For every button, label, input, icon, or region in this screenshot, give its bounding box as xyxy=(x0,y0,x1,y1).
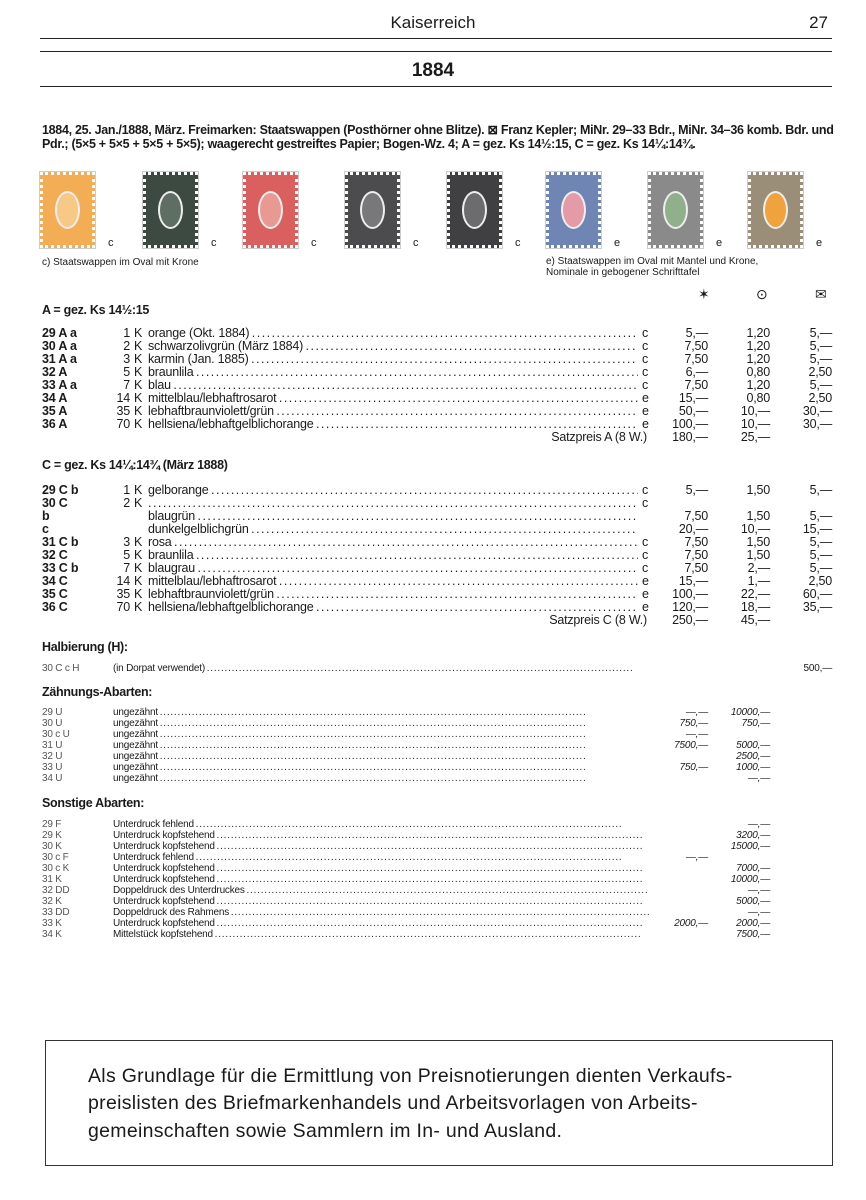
variety-description: ungezähnt . . . xyxy=(113,718,649,729)
variety-description: ungezähnt . . . xyxy=(113,762,649,773)
face-value: 70 xyxy=(116,600,130,614)
catalog-number: 29 A a xyxy=(42,326,77,340)
price-mint: 7,50 xyxy=(684,352,708,366)
face-value: 7 xyxy=(123,561,130,575)
price-cover: 500,— xyxy=(803,663,832,674)
catalog-number: b xyxy=(42,509,50,523)
variety-description: ungezähnt . . . xyxy=(113,773,649,784)
currency: K xyxy=(134,587,143,601)
coat-of-arms-oval xyxy=(258,191,283,229)
price-mint: 120,— xyxy=(672,600,708,614)
price-used: —,— xyxy=(747,773,770,784)
catalog-number: c xyxy=(42,522,49,536)
catalog-number: 33 A a xyxy=(42,378,77,392)
stamp-type-label: e xyxy=(614,237,621,249)
set-price-mint: 250,— xyxy=(672,613,708,627)
face-value: 5 xyxy=(123,548,130,562)
catalog-number: 33 K xyxy=(42,918,62,929)
color-description: karmin (Jan. 1885) . . . xyxy=(148,353,638,366)
variety-row xyxy=(42,841,832,852)
price-used: 750,— xyxy=(741,718,770,729)
color-description: hellsiena/lebhaftgelblichorange . . . xyxy=(148,601,638,614)
variety-row xyxy=(42,863,832,874)
stamp-type: c xyxy=(642,339,649,353)
price-mint: —,— xyxy=(685,852,708,863)
stamp-type-label: e xyxy=(716,237,723,249)
price-used: 10,— xyxy=(740,404,770,418)
catalog-number: 29 K xyxy=(42,830,62,841)
variety-row xyxy=(42,852,832,863)
price-used: —,— xyxy=(747,907,770,918)
stamp-image xyxy=(447,172,502,248)
currency: K xyxy=(134,352,143,366)
price-mint: —,— xyxy=(685,707,708,718)
price-cover: 5,— xyxy=(809,561,832,575)
table-row xyxy=(42,379,832,392)
price-cover: 2,50 xyxy=(808,574,832,588)
table-row xyxy=(42,510,832,523)
catalog-number: 33 C b xyxy=(42,561,79,575)
price-used: 1,20 xyxy=(746,326,770,340)
stamp-image xyxy=(40,172,95,248)
catalog-number: 35 A xyxy=(42,404,68,418)
coat-of-arms-oval xyxy=(763,191,788,229)
notice-box xyxy=(45,1040,833,1166)
caption-e: e) Staatswappen im Oval mit Mantel und Krone, Nominale in gebogener Schrifttafel xyxy=(546,256,759,278)
stamp-type: e xyxy=(642,391,649,405)
divider xyxy=(40,38,832,39)
section-heading: Sonstige Abarten: xyxy=(42,796,145,810)
stamp-type: c xyxy=(642,365,649,379)
set-price-row xyxy=(42,614,832,627)
price-used: 1,20 xyxy=(746,352,770,366)
set-price-label: Satzpreis A (8 W.) xyxy=(551,430,647,444)
stamp-type: c xyxy=(642,326,649,340)
currency: K xyxy=(134,339,143,353)
price-used: 2,— xyxy=(747,561,770,575)
price-cover: 5,— xyxy=(809,535,832,549)
table-row xyxy=(42,549,832,562)
price-mint: 7500,— xyxy=(674,740,708,751)
stamp-type-label: c xyxy=(211,237,217,249)
used-column-icon: ⊙ xyxy=(756,286,768,302)
set-price-mint: 180,— xyxy=(672,430,708,444)
variety-description: Unterdruck fehlend . . . xyxy=(113,819,649,830)
currency: K xyxy=(134,561,143,575)
color-description: dunkelgelblichgrün . . . xyxy=(148,523,638,536)
color-description xyxy=(148,497,638,510)
price-used: 1,20 xyxy=(746,339,770,353)
variety-description: Mittelstück kopfstehend . . . xyxy=(113,929,649,940)
stamp-type-label: c xyxy=(108,237,114,249)
price-used: 10,— xyxy=(740,522,770,536)
price-used: 10000,— xyxy=(730,707,770,718)
face-value: 2 xyxy=(123,339,130,353)
section-heading: Halbierung (H): xyxy=(42,640,128,654)
face-value: 1 xyxy=(123,483,130,497)
table-row xyxy=(42,588,832,601)
price-mint: 7,50 xyxy=(684,548,708,562)
color-description: schwarzolivgrün (März 1884) . . . xyxy=(148,340,638,353)
price-used: 18,— xyxy=(740,600,770,614)
face-value: 14 xyxy=(116,391,130,405)
color-description: mittelblau/lebhaftrosarot . . . xyxy=(148,392,638,405)
catalog-number: 36 C xyxy=(42,600,68,614)
color-description: hellsiena/lebhaftgelblichorange . . . xyxy=(148,418,638,431)
face-value: 7 xyxy=(123,378,130,392)
price-used: 0,80 xyxy=(746,365,770,379)
price-used: 0,80 xyxy=(746,391,770,405)
variety-description: ungezähnt . . . xyxy=(113,729,649,740)
catalog-number: 30 K xyxy=(42,841,62,852)
variety-description: ungezähnt . . . xyxy=(113,707,649,718)
price-cover: 2,50 xyxy=(808,391,832,405)
price-used: —,— xyxy=(747,819,770,830)
price-mint: 20,— xyxy=(678,522,708,536)
price-mint: 5,— xyxy=(685,483,708,497)
catalog-number: 31 K xyxy=(42,874,62,885)
divider xyxy=(40,51,832,52)
catalog-number: 30 c K xyxy=(42,863,70,874)
set-price-used: 25,— xyxy=(740,430,770,444)
price-cover: 5,— xyxy=(809,483,832,497)
price-used: 1,50 xyxy=(746,509,770,523)
catalog-number: 30 C c H xyxy=(42,663,80,674)
price-cover: 30,— xyxy=(802,417,832,431)
stamp-type: c xyxy=(642,352,649,366)
mint-column-icon: ✶ xyxy=(698,286,710,302)
variety-row xyxy=(42,896,832,907)
price-cover: 5,— xyxy=(809,352,832,366)
coat-of-arms-oval xyxy=(158,191,183,229)
face-value: 70 xyxy=(116,417,130,431)
currency: K xyxy=(134,378,143,392)
catalog-number: 29 C b xyxy=(42,483,79,497)
price-used: 1,20 xyxy=(746,378,770,392)
stamp-type: e xyxy=(642,600,649,614)
price-used: 3200,— xyxy=(736,830,770,841)
stamp-type: c xyxy=(642,548,649,562)
stamp-image xyxy=(143,172,198,248)
price-mint: —,— xyxy=(685,729,708,740)
currency: K xyxy=(134,326,143,340)
currency: K xyxy=(134,496,143,510)
section-heading: C = gez. Ks 14¼:14¾ (März 1888) xyxy=(42,458,228,472)
variety-row xyxy=(42,751,832,762)
catalog-number: 30 U xyxy=(42,718,63,729)
set-price-used: 45,— xyxy=(740,613,770,627)
stamp-type-label: e xyxy=(816,237,823,249)
price-used: 2500,— xyxy=(736,751,770,762)
stamp-type: c xyxy=(642,483,649,497)
catalog-number: 32 K xyxy=(42,896,62,907)
price-cover: 5,— xyxy=(809,378,832,392)
currency: K xyxy=(134,391,143,405)
divider xyxy=(40,86,832,87)
catalog-number: 36 A xyxy=(42,417,68,431)
price-used: 15000,— xyxy=(730,841,770,852)
currency: K xyxy=(134,483,143,497)
table-row xyxy=(42,366,832,379)
stamp-image xyxy=(648,172,703,248)
coat-of-arms-oval xyxy=(360,191,385,229)
price-used: 5000,— xyxy=(736,896,770,907)
section-heading: A = gez. Ks 14½:15 xyxy=(42,303,150,317)
table-row xyxy=(42,340,832,353)
variety-description: Unterdruck kopfstehend . . . xyxy=(113,896,649,907)
variety-description: ungezähnt . . . xyxy=(113,751,649,762)
catalog-number: 30 c U xyxy=(42,729,70,740)
price-mint: 5,— xyxy=(685,326,708,340)
price-mint: 100,— xyxy=(672,417,708,431)
variety-row xyxy=(42,907,832,918)
variety-description: ungezähnt . . . xyxy=(113,740,649,751)
color-description: lebhaftbraunviolett/grün . . . xyxy=(148,588,638,601)
price-cover: 5,— xyxy=(809,326,832,340)
coat-of-arms-oval xyxy=(55,191,80,229)
catalog-number: 29 F xyxy=(42,819,62,830)
catalog-number: 30 c F xyxy=(42,852,69,863)
variety-row xyxy=(42,718,832,729)
section-heading: Zähnungs-Abarten: xyxy=(42,685,153,699)
catalog-number: 34 C xyxy=(42,574,68,588)
variety-description: Unterdruck kopfstehend . . . xyxy=(113,830,649,841)
table-row xyxy=(42,523,832,536)
table-row xyxy=(42,536,832,549)
variety-description: Unterdruck kopfstehend . . . xyxy=(113,841,649,852)
variety-row xyxy=(42,874,832,885)
stamp-type-label: c xyxy=(413,237,419,249)
table-row xyxy=(42,418,832,431)
currency: K xyxy=(134,548,143,562)
currency: K xyxy=(134,365,143,379)
variety-description: Doppeldruck des Rahmens . . . xyxy=(113,907,649,918)
variety-row xyxy=(42,740,832,751)
color-description: rosa . . . xyxy=(148,536,638,549)
notice-line: preislisten des Briefmarkenhandels und Arbeitsvorlagen von Arbeits- xyxy=(88,1092,698,1114)
stamp-type: c xyxy=(642,496,649,510)
catalog-number: 31 A a xyxy=(42,352,77,366)
catalog-number: 35 C xyxy=(42,587,68,601)
running-title: Kaiserreich xyxy=(390,13,476,32)
catalog-number: 32 DD xyxy=(42,885,70,896)
currency: K xyxy=(134,404,143,418)
notice-line: Als Grundlage für die Ermittlung von Preisnotierungen dienten Verkaufs- xyxy=(88,1065,733,1087)
stamp-image xyxy=(243,172,298,248)
page-number: 27 xyxy=(809,13,828,32)
price-used: 10000,— xyxy=(730,874,770,885)
price-mint: 750,— xyxy=(679,718,708,729)
variety-description: (in Dorpat verwendet) . . . xyxy=(113,663,649,674)
price-cover: 35,— xyxy=(802,600,832,614)
catalog-number: 29 U xyxy=(42,707,63,718)
currency: K xyxy=(134,417,143,431)
catalog-number: 33 DD xyxy=(42,907,70,918)
year-heading: 1884 xyxy=(411,60,455,81)
table-row xyxy=(42,353,832,366)
stamp-type: e xyxy=(642,417,649,431)
catalog-number: 34 A xyxy=(42,391,68,405)
table-row xyxy=(42,327,832,340)
variety-description: Unterdruck kopfstehend . . . xyxy=(113,863,649,874)
price-mint: 6,— xyxy=(685,365,708,379)
coat-of-arms-oval xyxy=(561,191,586,229)
price-used: —,— xyxy=(747,885,770,896)
stamp-image xyxy=(748,172,803,248)
variety-description: Doppeldruck des Unterdruckes . . . xyxy=(113,885,649,896)
stamp-type: e xyxy=(642,574,649,588)
variety-row xyxy=(42,918,832,929)
price-mint: 100,— xyxy=(672,587,708,601)
price-mint: 750,— xyxy=(679,762,708,773)
notice-line: gemeinschaften sowie Sammlern im In- und Ausland. xyxy=(88,1120,563,1142)
coat-of-arms-oval xyxy=(462,191,487,229)
catalog-number: 32 U xyxy=(42,751,63,762)
price-cover: 60,— xyxy=(802,587,832,601)
price-mint: 7,50 xyxy=(684,339,708,353)
caption-c: c) Staatswappen im Oval mit Krone xyxy=(42,257,199,268)
price-used: 7000,— xyxy=(736,863,770,874)
variety-row xyxy=(42,819,832,830)
stamp-type: c xyxy=(642,535,649,549)
variety-row xyxy=(42,773,832,784)
price-mint: 15,— xyxy=(678,574,708,588)
stamp-type-label: c xyxy=(515,237,521,249)
catalog-number: 30 A a xyxy=(42,339,77,353)
table-row xyxy=(42,575,832,588)
variety-row xyxy=(42,707,832,718)
color-description: blaugrün . . . xyxy=(148,510,638,523)
price-used: 10,— xyxy=(740,417,770,431)
variety-row xyxy=(42,663,832,674)
table-row xyxy=(42,497,832,510)
price-cover: 5,— xyxy=(809,339,832,353)
catalog-number: 30 C xyxy=(42,496,68,510)
catalog-number: 34 U xyxy=(42,773,63,784)
variety-row xyxy=(42,762,832,773)
price-cover: 5,— xyxy=(809,548,832,562)
color-description: lebhaftbraunviolett/grün . . . xyxy=(148,405,638,418)
set-price-row xyxy=(42,431,832,444)
price-cover: 15,— xyxy=(802,522,832,536)
price-mint: 2000,— xyxy=(674,918,708,929)
color-description: braunlila . . . xyxy=(148,366,638,379)
price-cover: 5,— xyxy=(809,509,832,523)
stamp-type: c xyxy=(642,378,649,392)
variety-row xyxy=(42,830,832,841)
price-mint: 7,50 xyxy=(684,509,708,523)
table-row xyxy=(42,601,832,614)
table-row xyxy=(42,392,832,405)
price-used: 1,50 xyxy=(746,535,770,549)
stamp-type: c xyxy=(642,561,649,575)
price-used: 22,— xyxy=(740,587,770,601)
price-cover: 2,50 xyxy=(808,365,832,379)
coat-of-arms-oval xyxy=(663,191,688,229)
price-mint: 7,50 xyxy=(684,561,708,575)
price-used: 5000,— xyxy=(736,740,770,751)
price-used: 1,50 xyxy=(746,483,770,497)
price-cover: 30,— xyxy=(802,404,832,418)
variety-description: Unterdruck fehlend . . . xyxy=(113,852,649,863)
variety-row xyxy=(42,729,832,740)
variety-description: Unterdruck kopfstehend . . . xyxy=(113,874,649,885)
stamp-type: e xyxy=(642,404,649,418)
price-mint: 15,— xyxy=(678,391,708,405)
face-value: 1 xyxy=(123,326,130,340)
price-mint: 50,— xyxy=(678,404,708,418)
stamp-image xyxy=(546,172,601,248)
face-value: 2 xyxy=(123,496,130,510)
variety-row xyxy=(42,929,832,940)
price-used: 1,50 xyxy=(746,548,770,562)
table-row xyxy=(42,484,832,497)
face-value: 5 xyxy=(123,365,130,379)
currency: K xyxy=(134,600,143,614)
face-value: 3 xyxy=(123,535,130,549)
price-used: 7500,— xyxy=(736,929,770,940)
face-value: 35 xyxy=(116,587,130,601)
table-row xyxy=(42,562,832,575)
stamp-type: e xyxy=(642,587,649,601)
color-description: braunlila . . . xyxy=(148,549,638,562)
catalog-number: 32 C xyxy=(42,548,68,562)
catalog-number: 31 U xyxy=(42,740,63,751)
color-description: orange (Okt. 1884) . . . xyxy=(148,327,638,340)
cover-column-icon: ✉ xyxy=(815,286,827,302)
issue-description: 1884, 25. Jan./1888, März. Freimarken: Staatswappen (Posthörner ohne Blitze). ⊠ Franz Kepler; MiNr. 29–33 Bdr., MiNr. 34–36 komb. Bdr. und Pdr.; (5×5 + 5×5 + 5×5 + 5×5); waagerecht gestreiftes Papier; Bogen-Wz. 4; A = gez. Ks 14½:15, C = gez. Ks 14¼:14¾. xyxy=(42,123,834,151)
currency: K xyxy=(134,535,143,549)
catalog-number: 34 K xyxy=(42,929,62,940)
face-value: 14 xyxy=(116,574,130,588)
catalog-number: 33 U xyxy=(42,762,63,773)
stamp-type-label: c xyxy=(311,237,317,249)
face-value: 3 xyxy=(123,352,130,366)
price-used: 1000,— xyxy=(736,762,770,773)
price-used: 2000,— xyxy=(736,918,770,929)
catalog-number: 31 C b xyxy=(42,535,79,549)
color-description: gelborange . . . xyxy=(148,484,638,497)
set-price-label: Satzpreis C (8 W.) xyxy=(549,613,647,627)
face-value: 35 xyxy=(116,404,130,418)
price-mint: 7,50 xyxy=(684,535,708,549)
catalog-number: 32 A xyxy=(42,365,68,379)
color-description: blaugrau . . . xyxy=(148,562,638,575)
color-description: mittelblau/lebhaftrosarot . . . xyxy=(148,575,638,588)
variety-description: Unterdruck kopfstehend . . . xyxy=(113,918,649,929)
price-used: 1,— xyxy=(747,574,770,588)
price-mint: 7,50 xyxy=(684,378,708,392)
currency: K xyxy=(134,574,143,588)
table-row xyxy=(42,405,832,418)
color-description: blau . . . xyxy=(148,379,638,392)
variety-row xyxy=(42,885,832,896)
stamp-image xyxy=(345,172,400,248)
